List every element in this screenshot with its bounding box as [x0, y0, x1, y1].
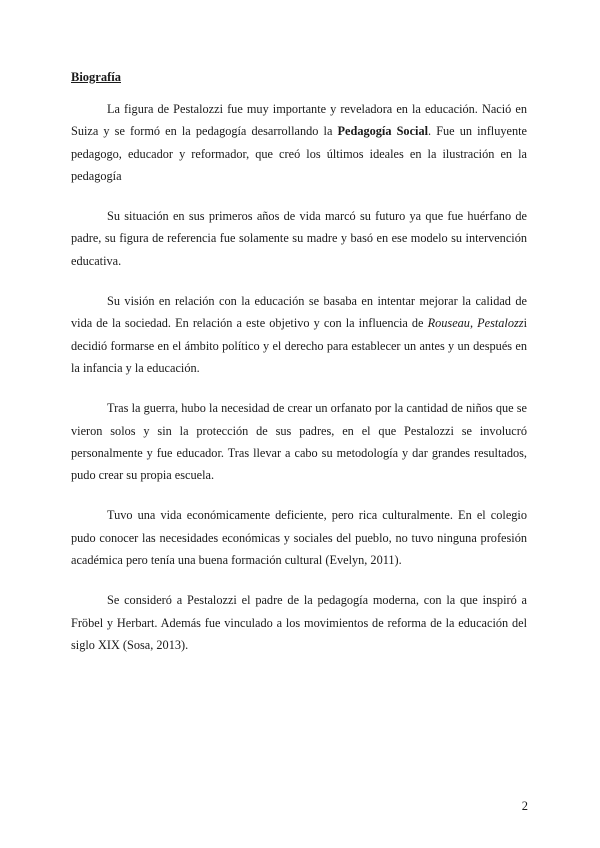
body-paragraph [71, 205, 527, 272]
paragraph-text: . Fue un influyente pedagogo, educador y reformador, que creó los últimos ideales en la ilustración en la pedagogía [71, 124, 527, 183]
body-paragraph [71, 589, 527, 656]
paragraph-text: Tuvo una vida económicamente deficiente, pero rica culturalmente. En el colegio pudo conocer las necesidades económicas y sociales del pueblo, no tuvo ninguna profesión académica pero tenía una buena formación cultural (Evelyn, 2011). [71, 508, 527, 568]
section-heading: Biografía [71, 70, 121, 84]
body-paragraph [71, 290, 527, 379]
page-number: 2 [521, 799, 528, 813]
italic-text: Rouseau, Pestalozz [427, 316, 524, 331]
paragraph-text: Su situación en sus primeros años de vida marcó su futuro ya que fue huérfano de padre, su figura de referencia fue solamente su madre y basó en ese modelo su intervención educativa. [71, 209, 527, 268]
bold-text: Pedagogía Social [337, 124, 429, 139]
paragraph-text: i decidió formarse en el ámbito político y el derecho para establecer un antes y un después en la infancia y la educación. [71, 316, 527, 375]
paragraph-text: La figura de Pestalozzi fue muy importante y reveladora en la educación. Nació en Suiza y se formó en la pedagogía desarrollando la [71, 102, 527, 139]
body-paragraph [71, 504, 527, 571]
body-paragraph [71, 397, 527, 486]
paragraph-text: Tras la guerra, hubo la necesidad de crear un orfanato por la cantidad de niños que se vieron solos y sin la protección de sus padres, en el que Pestalozzi se involucró personalmente y fue educador. Tras llevar a cabo su metodología y dar grandes resultados, pudo crear su propia escuela. [71, 401, 527, 483]
paragraph-text: Su visión en relación con la educación se basaba en intentar mejorar la calidad de vida de la sociedad. En relación a este objetivo y con la influencia de [71, 294, 527, 331]
paragraph-text: Se consideró a Pestalozzi el padre de la pedagogía moderna, con la que inspiró a Fröbel y Herbart. Además fue vinculado a los movimientos de reforma de la educación del siglo XIX (Sosa, 2013). [71, 593, 527, 652]
paragraph-list [71, 98, 527, 656]
page-content [71, 68, 527, 674]
body-paragraph [71, 98, 527, 187]
